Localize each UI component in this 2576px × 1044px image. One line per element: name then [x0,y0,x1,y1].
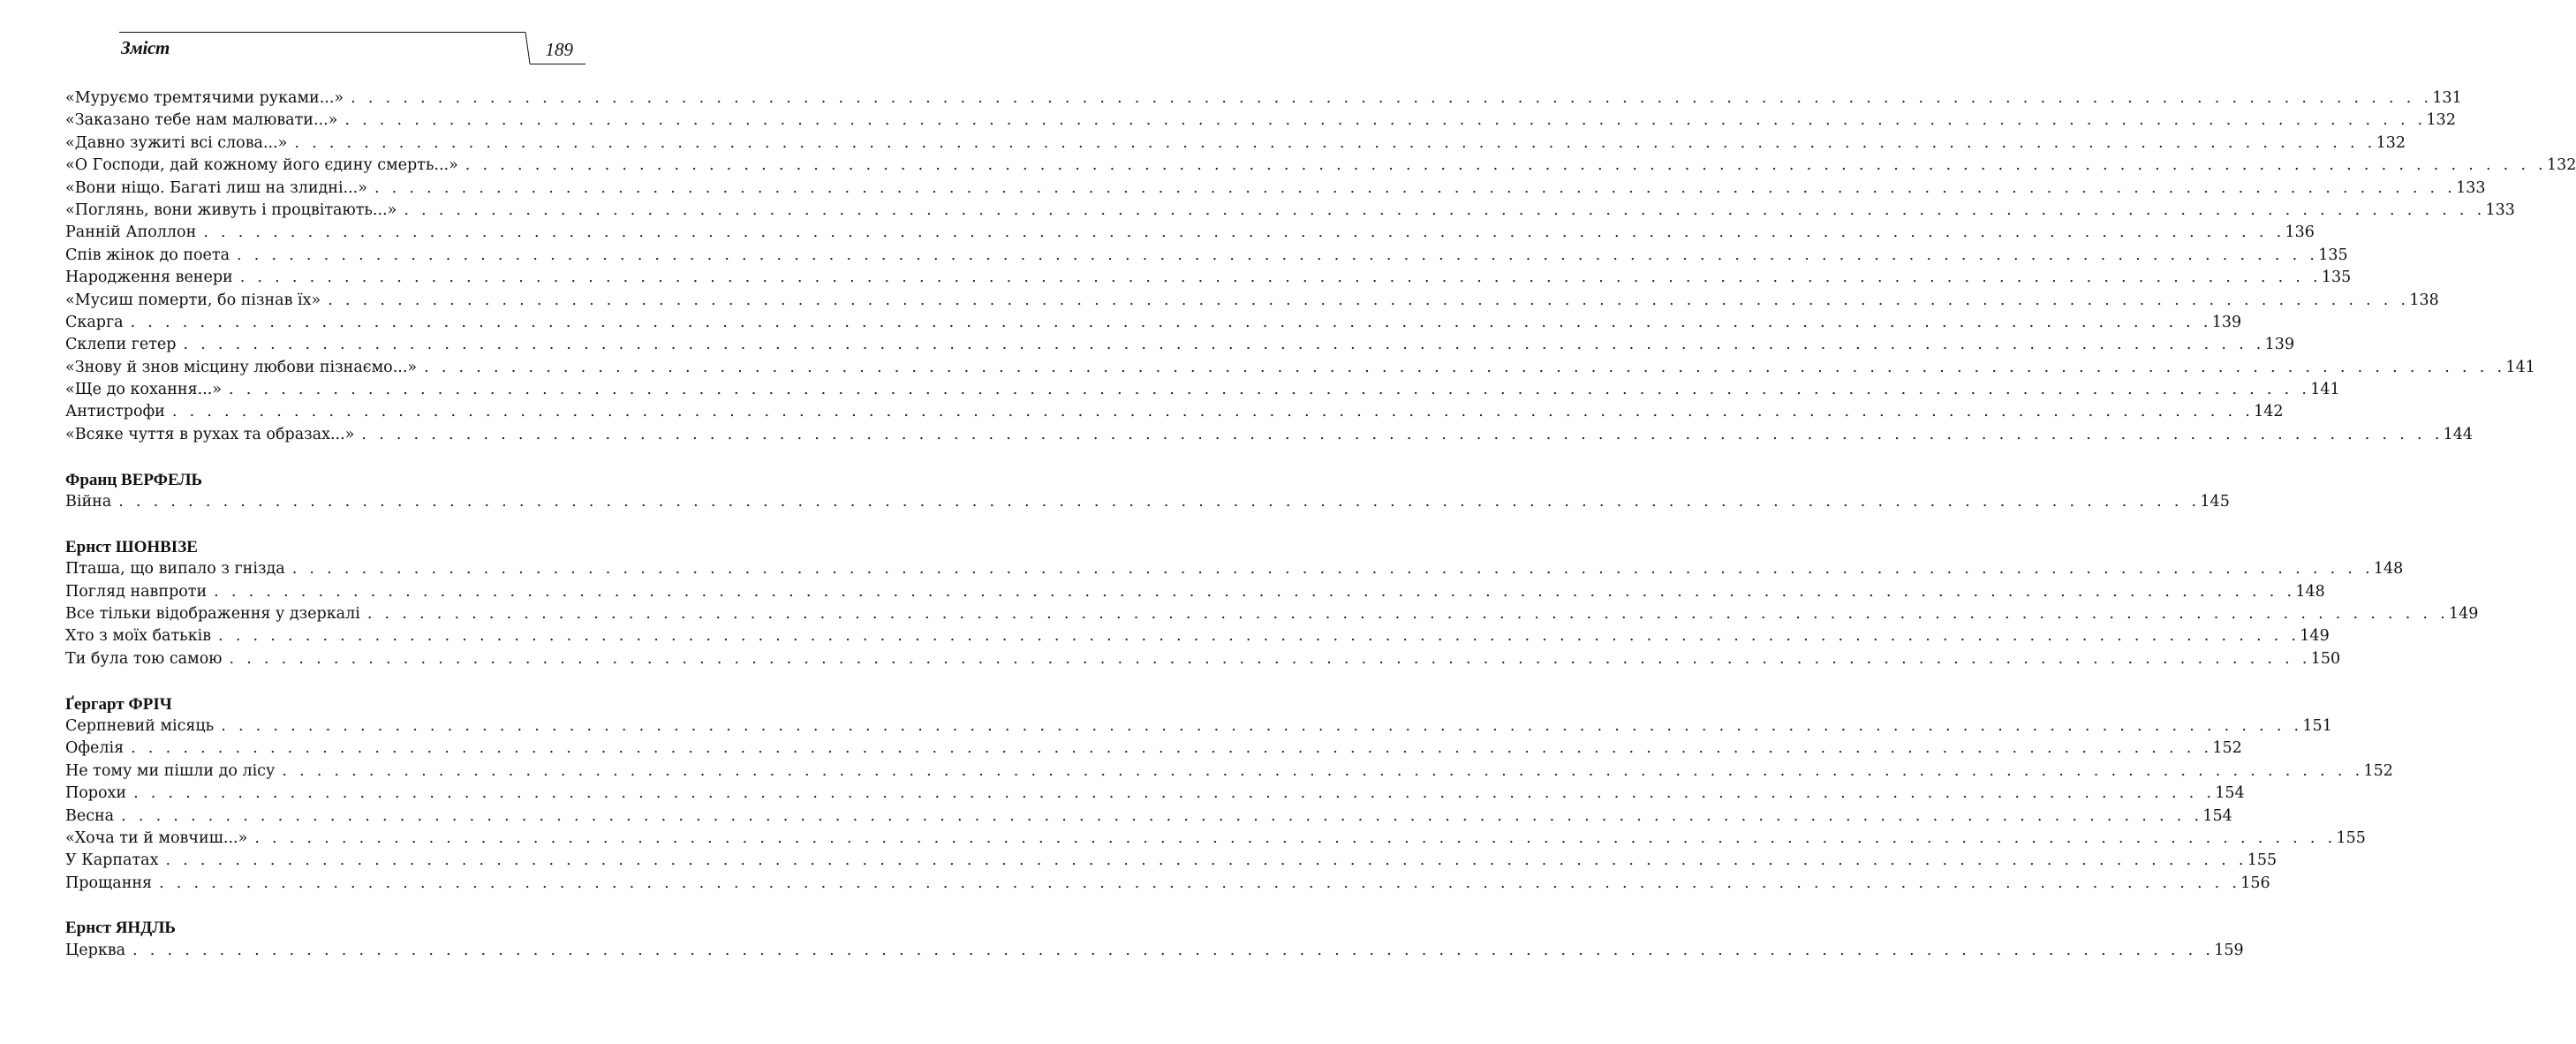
toc-entry[interactable] [65,379,2340,401]
toc-entry-page: 155 [2247,851,2278,870]
toc-entry[interactable] [65,155,2576,177]
toc-entry-page: 136 [2285,223,2315,242]
dot-leader: . . . . . . . . . . . . . . . . . . . . . . . . . . . . . . . . . . . . . . . . . . . . . . . . . . . . . . . . . . . . . . . . . . . . . . . . . . . . . . . . . . . . . . . . . . . . . . . . . . . . . . . . . . . . . . . . . . . . . . . . [133,784,2216,803]
toc-entry[interactable] [65,178,2486,200]
toc-entry[interactable] [65,715,2332,738]
dot-leader: . . . . . . . . . . . . . . . . . . . . . . . . . . . . . . . . . . . . . . . . . . . . . . . . . . . . . . . . . . . . . . . . . . . . . . . . . . . . . . . . . . . . . . . . . . . . . . . . . . . . . . . . . . . . . . . . . . . . . . . . [366,604,2450,623]
toc-entry-page: 151 [2302,716,2332,735]
dot-leader: . . . . . . . . . . . . . . . . . . . . . . . . . . . . . . . . . . . . . . . . . . . . . . . . . . . . . . . . . . . . . . . . . . . . . . . . . . . . . . . . . . . . . . . . . . . . . . . . . . . . . . . . . . . . . . . . . . . . . . . . [183,336,2265,354]
dot-leader: . . . . . . . . . . . . . . . . . . . . . . . . . . . . . . . . . . . . . . . . . . . . . . . . . . . . . . . . . . . . . . . . . . . . . . . . . . . . . . . . . . . . . . . . . . . . . . . . . . . . . . . . . . . . . . . . . . . . . . . . [239,269,2322,287]
toc-entry-page: 135 [2318,246,2348,264]
toc-entry-title: «О Господи, дай кожному його єдину смерть...» [65,156,458,175]
toc-entry-page: 139 [2264,336,2295,354]
toc-entry-title: Народження венери [65,269,233,287]
toc-entry[interactable] [65,312,2242,334]
toc-entry-title: У Карпатах [65,851,159,870]
toc-entry-page: 141 [2310,381,2340,399]
toc-entry[interactable] [65,110,2456,132]
toc-entry[interactable] [65,357,2535,379]
toc-entry[interactable] [65,828,2366,850]
dot-leader: . . . . . . . . . . . . . . . . . . . . . . . . . . . . . . . . . . . . . . . . . . . . . . . . . . . . . . . . . . . . . . . . . . . . . . . . . . . . . . . . . . . . . . . . . . . . . . . . . . . . . . . . . . . . . . . . . . . . . . . . [132,941,2215,959]
toc-entry-page: 154 [2202,806,2232,825]
toc-entry[interactable] [65,334,2295,356]
toc-entry-title: «Заказано тебе нам малювати...» [65,111,338,130]
toc-entry-page: 152 [2363,761,2393,780]
toc-entry[interactable] [65,738,2242,760]
toc-entry-page: 149 [2300,627,2330,646]
page-number: 189 [545,39,573,60]
toc-entry-page: 154 [2215,784,2245,803]
toc-entry-title: Церква [65,941,126,959]
toc-entry-page: 132 [2547,156,2576,175]
toc-entry[interactable] [65,760,2393,783]
dot-leader: . . . . . . . . . . . . . . . . . . . . . . . . . . . . . . . . . . . . . . . . . . . . . . . . . . . . . . . . . . . . . . . . . . . . . . . . . . . . . . . . . . . . . . . . . . . . . . . . . . . . . . . . . . . . . . . . . . . . . . . . [294,133,2376,152]
toc-entry-title: Скарга [65,313,124,331]
toc-entry-title: Антистрофи [65,403,165,421]
dot-leader: . . . . . . . . . . . . . . . . . . . . . . . . . . . . . . . . . . . . . . . . . . . . . . . . . . . . . . . . . . . . . . . . . . . . . . . . . . . . . . . . . . . . . . . . . . . . . . . . . . . . . . . . . . . . . . . . . . . . . . . . [229,649,2311,668]
toc-entry-title: Все тільки відображення у дзеркалі [65,604,360,623]
toc-entry[interactable] [65,873,2270,895]
toc-entry-page: 132 [2426,111,2456,130]
toc-entry-page: 148 [2373,560,2404,579]
dot-leader: . . . . . . . . . . . . . . . . . . . . . . . . . . . . . . . . . . . . . . . . . . . . . . . . . . . . . . . . . . . . . . . . . . . . . . . . . . . . . . . . . . . . . . . . . . . . . . . . . . . . . . . . . . . . . . . . . . . . . . . . [121,806,2203,825]
toc-entry-title: Хто з моїх батьків [65,627,212,646]
toc-entry[interactable] [65,401,2284,423]
toc-entry[interactable] [65,783,2245,805]
toc-entry[interactable] [65,132,2406,155]
dot-leader: . . . . . . . . . . . . . . . . . . . . . . . . . . . . . . . . . . . . . . . . . . . . . . . . . . . . . . . . . . . . . . . . . . . . . . . . . . . . . . . . . . . . . . . . . . . . . . . . . . . . . . . . . . . . . . . . . . . . . . . . [131,739,2213,758]
toc-entry[interactable] [65,581,2325,603]
dot-leader: . . . . . . . . . . . . . . . . . . . . . . . . . . . . . . . . . . . . . . . . . . . . . . . . . . . . . . . . . . . . . . . . . . . . . . . . . . . . . . . . . . . . . . . . . . . . . . . . . . . . . . . . . . . . . . . . . . . . . . . . [118,493,2201,511]
toc-entry-page: 148 [2295,582,2325,601]
toc-entry-title: «Всяке чуття в рухах та образах...» [65,425,355,443]
toc-entry[interactable] [65,424,2473,446]
dot-leader: . . . . . . . . . . . . . . . . . . . . . . . . . . . . . . . . . . . . . . . . . . . . . . . . . . . . . . . . . . . . . . . . . . . . . . . . . . . . . . . . . . . . . . . . . . . . . . . . . . . . . . . . . . . . . . . . . . . . . . . . [130,313,2212,331]
toc-entry-title: Ранній Аполлон [65,223,197,242]
dot-leader: . . . . . . . . . . . . . . . . . . . . . . . . . . . . . . . . . . . . . . . . . . . . . . . . . . . . . . . . . . . . . . . . . . . . . . . . . . . . . . . . . . . . . . . . . . . . . . . . . . . . . . . . . . . . . . . . . . . . . . . . [171,403,2255,421]
toc-entry-page: 152 [2212,739,2242,758]
dot-leader: . . . . . . . . . . . . . . . . . . . . . . . . . . . . . . . . . . . . . . . . . . . . . . . . . . . . . . . . . . . . . . . . . . . . . . . . . . . . . . . . . . . . . . . . . . . . . . . . . . . . . . . . . . . . . . . . . . . . . . . . [165,851,2247,870]
dot-leader: . . . . . . . . . . . . . . . . . . . . . . . . . . . . . . . . . . . . . . . . . . . . . . . . . . . . . . . . . . . . . . . . . . . . . . . . . . . . . . . . . . . . . . . . . . . . . . . . . . . . . . . . . . . . . . . . . . . . . . . . [214,582,2296,601]
dot-leader: . . . . . . . . . . . . . . . . . . . . . . . . . . . . . . . . . . . . . . . . . . . . . . . . . . . . . . . . . . . . . . . . . . . . . . . . . . . . . . . . . . . . . . . . . . . . . . . . . . . . . . . . . . . . . . . . . . . . . . . . [424,358,2506,376]
toc-entry-title: Прощання [65,874,153,892]
author-heading: Франц ВЕРФЕЛЬ [65,470,203,489]
toc-entry-title: Пташа, що випало з гнізда [65,560,285,579]
toc-entry-title: «Давно зужиті всі слова...» [65,133,288,152]
dot-leader: . . . . . . . . . . . . . . . . . . . . . . . . . . . . . . . . . . . . . . . . . . . . . . . . . . . . . . . . . . . . . . . . . . . . . . . . . . . . . . . . . . . . . . . . . . . . . . . . . . . . . . . . . . . . . . . . . . . . . . . . [465,156,2547,175]
toc-entry-title: «Поглянь, вони живуть і процвітають...» [65,200,397,219]
toc-entry-title: Серпневий місяць [65,716,215,735]
toc-entry[interactable] [65,850,2278,872]
toc-entry[interactable] [65,940,2244,962]
toc-entry-title: Не тому ми пішли до лісу [65,761,276,780]
dot-leader: . . . . . . . . . . . . . . . . . . . . . . . . . . . . . . . . . . . . . . . . . . . . . . . . . . . . . . . . . . . . . . . . . . . . . . . . . . . . . . . . . . . . . . . . . . . . . . . . . . . . . . . . . . . . . . . . . . . . . . . . [351,89,2433,107]
toc-entry[interactable] [65,245,2348,267]
toc-entry-page: 159 [2214,941,2244,959]
toc-entry-title: «Знову й знов місцину любови пізнаємо...» [65,358,418,376]
toc-entry-title: Склепи гетер [65,336,177,354]
author-heading: Ернст ШОНВІЗЕ [65,537,198,556]
toc-entry-page: 142 [2254,403,2284,421]
toc-entry-title: Офелія [65,739,125,758]
toc-entry[interactable] [65,603,2479,625]
dot-leader: . . . . . . . . . . . . . . . . . . . . . . . . . . . . . . . . . . . . . . . . . . . . . . . . . . . . . . . . . . . . . . . . . . . . . . . . . . . . . . . . . . . . . . . . . . . . . . . . . . . . . . . . . . . . . . . . . . . . . . . . [237,246,2319,264]
dot-leader: . . . . . . . . . . . . . . . . . . . . . . . . . . . . . . . . . . . . . . . . . . . . . . . . . . . . . . . . . . . . . . . . . . . . . . . . . . . . . . . . . . . . . . . . . . . . . . . . . . . . . . . . . . . . . . . . . . . . . . . . [344,111,2427,130]
table-of-contents [65,87,2576,962]
toc-entry-page: 139 [2211,313,2242,331]
toc-entry-page: 156 [2240,874,2270,892]
toc-entry[interactable] [65,290,2439,312]
dot-leader: . . . . . . . . . . . . . . . . . . . . . . . . . . . . . . . . . . . . . . . . . . . . . . . . . . . . . . . . . . . . . . . . . . . . . . . . . . . . . . . . . . . . . . . . . . . . . . . . . . . . . . . . . . . . . . . . . . . . . . . . [254,828,2337,847]
section-title: Зміст [121,37,170,58]
toc-entry-title: «Ще до кохання...» [65,381,223,399]
dot-leader: . . . . . . . . . . . . . . . . . . . . . . . . . . . . . . . . . . . . . . . . . . . . . . . . . . . . . . . . . . . . . . . . . . . . . . . . . . . . . . . . . . . . . . . . . . . . . . . . . . . . . . . . . . . . . . . . . . . . . . . . [229,381,2311,399]
running-header [119,32,585,64]
toc-entry[interactable] [65,200,2515,222]
toc-entry-title: «Вони ніщо. Багаті лиш на злидні...» [65,178,367,197]
dot-leader: . . . . . . . . . . . . . . . . . . . . . . . . . . . . . . . . . . . . . . . . . . . . . . . . . . . . . . . . . . . . . . . . . . . . . . . . . . . . . . . . . . . . . . . . . . . . . . . . . . . . . . . . . . . . . . . . . . . . . . . . [361,425,2444,443]
toc-entry[interactable] [65,267,2352,289]
toc-entry-title: «Муруємо тремтячими руками...» [65,89,344,107]
dot-leader: . . . . . . . . . . . . . . . . . . . . . . . . . . . . . . . . . . . . . . . . . . . . . . . . . . . . . . . . . . . . . . . . . . . . . . . . . . . . . . . . . . . . . . . . . . . . . . . . . . . . . . . . . . . . . . . . . . . . . . . . [203,223,2285,242]
dot-leader: . . . . . . . . . . . . . . . . . . . . . . . . . . . . . . . . . . . . . . . . . . . . . . . . . . . . . . . . . . . . . . . . . . . . . . . . . . . . . . . . . . . . . . . . . . . . . . . . . . . . . . . . . . . . . . . . . . . . . . . . [328,291,2410,309]
toc-entry-page: 150 [2310,649,2341,668]
toc-entry-page: 131 [2432,89,2462,107]
toc-entry-title: Спів жінок до поета [65,246,230,264]
toc-entry-page: 138 [2409,291,2439,309]
toc-entry-page: 149 [2449,604,2479,623]
toc-entry-page: 145 [2200,493,2230,511]
toc-entry-page: 135 [2321,269,2352,287]
dot-leader: . . . . . . . . . . . . . . . . . . . . . . . . . . . . . . . . . . . . . . . . . . . . . . . . . . . . . . . . . . . . . . . . . . . . . . . . . . . . . . . . . . . . . . . . . . . . . . . . . . . . . . . . . . . . . . . . . . . . . . . . [221,716,2303,735]
toc-entry-page: 133 [2485,200,2515,219]
toc-entry-title: «Мусиш померти, бо пізнав їх» [65,291,321,309]
toc-entry[interactable] [65,558,2404,580]
toc-entry-title: Порохи [65,784,127,803]
toc-entry[interactable] [65,87,2462,110]
toc-entry-title: Війна [65,493,112,511]
dot-leader: . . . . . . . . . . . . . . . . . . . . . . . . . . . . . . . . . . . . . . . . . . . . . . . . . . . . . . . . . . . . . . . . . . . . . . . . . . . . . . . . . . . . . . . . . . . . . . . . . . . . . . . . . . . . . . . . . . . . . . . . [282,761,2364,780]
toc-entry-title: Погляд навпроти [65,582,208,601]
dot-leader: . . . . . . . . . . . . . . . . . . . . . . . . . . . . . . . . . . . . . . . . . . . . . . . . . . . . . . . . . . . . . . . . . . . . . . . . . . . . . . . . . . . . . . . . . . . . . . . . . . . . . . . . . . . . . . . . . . . . . . . . [291,560,2374,579]
toc-entry-page: 133 [2456,178,2486,197]
toc-entry[interactable] [65,806,2232,828]
toc-entry[interactable] [65,625,2330,647]
author-heading: Ернст ЯНДЛЬ [65,919,176,938]
dot-leader: . . . . . . . . . . . . . . . . . . . . . . . . . . . . . . . . . . . . . . . . . . . . . . . . . . . . . . . . . . . . . . . . . . . . . . . . . . . . . . . . . . . . . . . . . . . . . . . . . . . . . . . . . . . . . . . . . . . . . . . . [404,200,2486,219]
toc-entry-page: 132 [2376,133,2406,152]
toc-entry[interactable] [65,648,2341,670]
toc-entry[interactable] [65,491,2230,513]
toc-entry-page: 144 [2443,425,2473,443]
dot-leader: . . . . . . . . . . . . . . . . . . . . . . . . . . . . . . . . . . . . . . . . . . . . . . . . . . . . . . . . . . . . . . . . . . . . . . . . . . . . . . . . . . . . . . . . . . . . . . . . . . . . . . . . . . . . . . . . . . . . . . . . [374,178,2457,197]
toc-entry-title: «Хоча ти й мовчиш...» [65,828,248,847]
toc-entry-page: 141 [2505,358,2535,376]
toc-entry-page: 155 [2336,828,2366,847]
dot-leader: . . . . . . . . . . . . . . . . . . . . . . . . . . . . . . . . . . . . . . . . . . . . . . . . . . . . . . . . . . . . . . . . . . . . . . . . . . . . . . . . . . . . . . . . . . . . . . . . . . . . . . . . . . . . . . . . . . . . . . . . [159,874,2241,892]
author-heading: Ґергарт ФРІЧ [65,694,172,714]
toc-entry-title: Ти була тою самою [65,649,223,668]
header-rule [119,32,585,64]
toc-entry[interactable] [65,222,2315,244]
toc-entry-title: Весна [65,806,115,825]
dot-leader: . . . . . . . . . . . . . . . . . . . . . . . . . . . . . . . . . . . . . . . . . . . . . . . . . . . . . . . . . . . . . . . . . . . . . . . . . . . . . . . . . . . . . . . . . . . . . . . . . . . . . . . . . . . . . . . . . . . . . . . . [218,627,2300,646]
